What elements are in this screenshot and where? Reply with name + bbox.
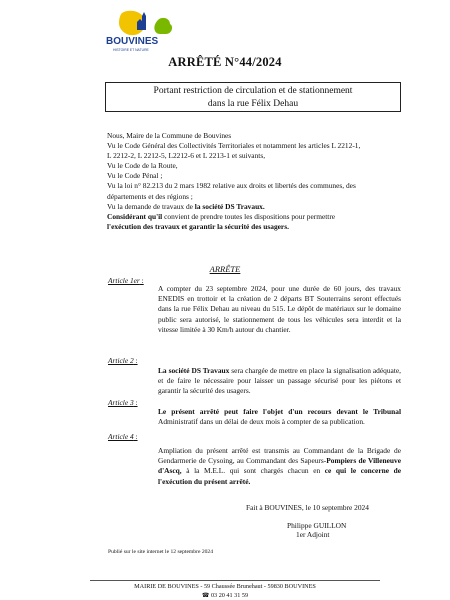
article-3-text (158, 407, 401, 427)
article-2-label-text: Article 2 (108, 356, 134, 365)
signatory-role: 1er Adjoint (296, 530, 330, 539)
article-1-label (108, 276, 144, 285)
bouvines-logo (104, 10, 184, 54)
svg-text:BOUVINES: BOUVINES (106, 36, 159, 47)
article-3-body: Administratif dans un délai de deux mois à compter de sa publication. (158, 417, 365, 427)
considerant-line: départements et des régions ; (107, 191, 193, 201)
footer-phone (0, 592, 450, 599)
considerant-line: L 2212-2, L 2212-5, L2212-6 et L 2213-1 et suivants, (107, 151, 266, 161)
svg-text:HISTOIRE ET NATURE: HISTOIRE ET NATURE (113, 48, 149, 52)
article-colon: : (133, 398, 138, 407)
article-4-bold: Pompiers de Villeneuve d'Ascq, (158, 456, 401, 476)
considerant-line (107, 212, 407, 222)
place-date: Fait à BOUVINES, le 10 septembre 2024 (246, 503, 369, 512)
considerant-text: Vu la demande de travaux de (107, 201, 195, 211)
footer-address: MAIRIE DE BOUVINES - 59 Chaussée Brunehaut - 59830 BOUVINES (134, 583, 316, 590)
telephone-icon: ☎ (201, 593, 210, 599)
bouvines-logo-graphic (104, 10, 184, 54)
footer-divider (90, 580, 380, 581)
article-2-label (108, 356, 138, 365)
considerant-line: Vu le Code Général des Collectivités Territoriales et notamment les articles L 2212-1, (107, 141, 361, 151)
article-2-body: sera chargée de mettre en place la signalisation adéquate, et de faire le nécessaire pour laisser un passage sécurisé pour les piétons et garantir la sécurité des usagers. (158, 366, 401, 396)
considerant-line (107, 202, 407, 212)
article-1-text: A compter du 23 septembre 2024, pour une durée de 60 jours, des travaux ENEDIS en trottoir et la création de 2 départs BT Souterrains seront effectués dans la rue Félix Dehau au niveau du 515. Le dépôt de matériaux sur le domaine public sera autorisé, le stationnement de tous les véhicules sera interdit et la vitesse limitée à 30 Km/h autour du chantier. (158, 284, 401, 334)
article-colon: : (133, 356, 138, 365)
article-4-label-text: Article 4 (108, 432, 134, 441)
article-2-text (158, 366, 401, 397)
company-name: la société DS Travaux. (194, 201, 265, 211)
arrete-title: ARRÊTÉ N°44/2024 (168, 55, 282, 69)
considerant-bold-text: Considérant qu'il (107, 211, 163, 221)
article-4-body: à la M.E.L. qui sont chargés chacun en (181, 466, 321, 476)
footer-phone-number: 03 20 41 31 59 (210, 592, 249, 599)
article-3-label (108, 398, 138, 407)
considerant-line: l'exécution des travaux et garantir la sécurité des usagers. (107, 221, 289, 231)
article-4-label (108, 432, 138, 441)
article-colon: : (133, 432, 138, 441)
article-4-text (158, 446, 401, 487)
article-1-label-text: Article 1er (108, 276, 140, 285)
article-4-body: Ampliation du présent arrêté est transmis au Commandant de la Brigade de Gendarmerie de Cysoing, au Commandant des Sapeurs- (158, 446, 401, 466)
considerant-line: Nous, Maire de la Commune de Bouvines (107, 131, 232, 140)
article-4-bold: ce qui le concerne de l'exécution du présent arrêté. (158, 466, 401, 486)
article-colon: : (139, 276, 144, 285)
publication-note: Publié sur le site internet le 12 septembre 2024 (108, 549, 214, 555)
arrete-heading: ARRÊTE (209, 264, 241, 274)
considerant-line: Vu la loi n° 82.213 du 2 mars 1982 relative aux droits et libertés des communes, des (107, 181, 356, 191)
article-3-label-text: Article 3 (108, 398, 134, 407)
objet-line-2: dans la rue Félix Dehau (207, 99, 299, 109)
article-3-bold: Le présent arrêté peut faire l'objet d'un recours devant le Tribunal (158, 407, 401, 416)
company-name: La société DS Travaux (158, 366, 230, 375)
objet-line-1: Portant restriction de circulation et de stationnement (153, 86, 353, 96)
considerant-line: Vu le Code Pénal ; (107, 171, 163, 181)
considerant-line: Vu le Code de la Route, (107, 161, 178, 171)
signatory-name: Philippe GUILLON (287, 521, 347, 530)
considerants-block (107, 131, 407, 232)
considerant-text: convient de prendre toutes les dispositions pour permettre (162, 211, 336, 221)
objet-box (105, 82, 401, 112)
